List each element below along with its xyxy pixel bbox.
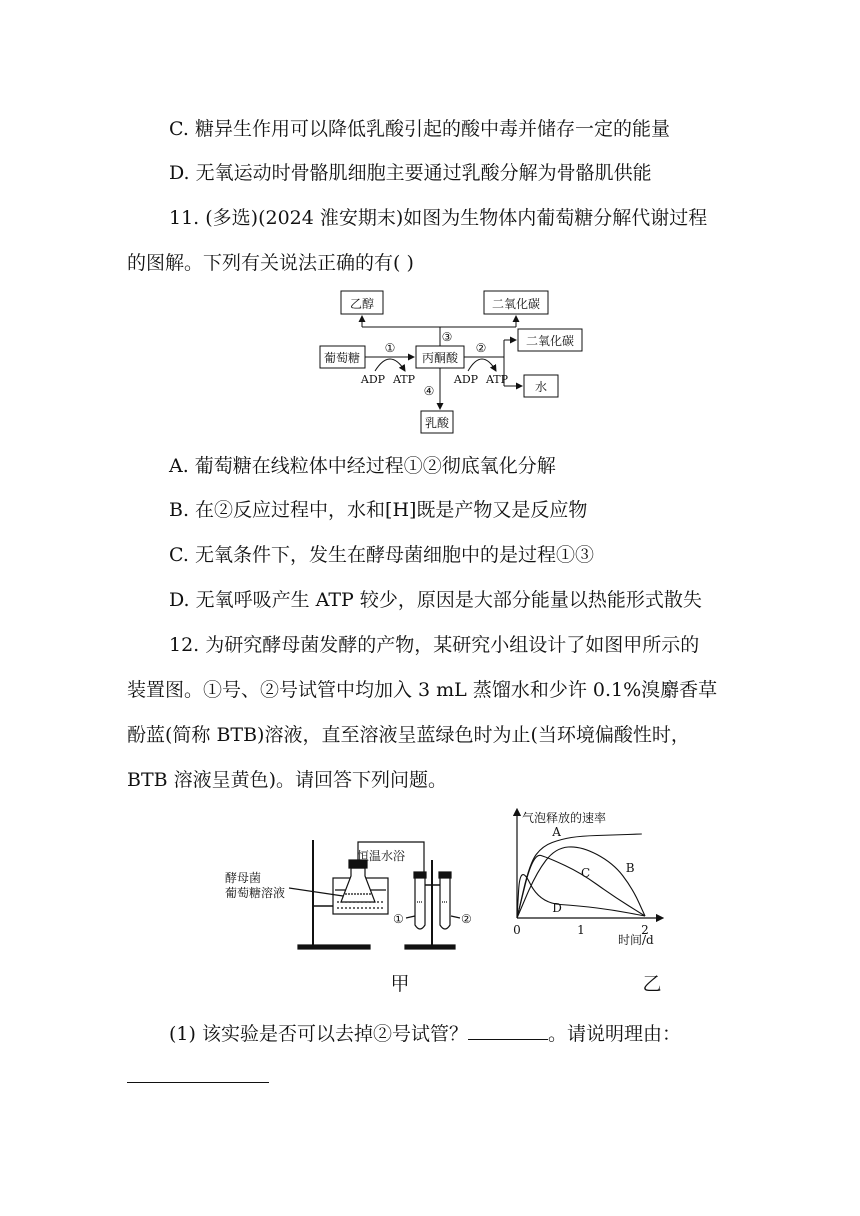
chart-xlabel: 时间/d <box>618 933 654 947</box>
x-tick-0: 0 <box>513 923 521 937</box>
option-d-q10: D. 无氧运动时骨骼肌细胞主要通过乳酸分解为骨骼肌供能 <box>169 162 652 184</box>
question-12-line-1: 12. 为研究酵母菌发酵的产物，某研究小组设计了如图甲所示的 <box>169 634 700 656</box>
sub-question-1-reason: 。请说明理由： <box>547 1023 681 1045</box>
tube-1-label: ① <box>393 912 404 926</box>
answer-blank-1[interactable] <box>468 1021 548 1040</box>
adp-label-2: ADP <box>453 373 479 386</box>
option-a-q11: A. 葡萄糖在线粒体中经过程①②彻底氧化分解 <box>169 455 556 477</box>
question-12-line-4: BTB 溶液呈黄色)。请回答下列问题。 <box>127 769 448 791</box>
step-4-label: ④ <box>423 384 435 398</box>
co2-top-label: 二氧化碳 <box>491 297 541 311</box>
left-stand-base <box>298 945 370 949</box>
question-11-line-2: 的图解。下列有关说法正确的有( ) <box>127 252 414 274</box>
answer-blank-2[interactable] <box>127 1082 269 1083</box>
atp-label-1: ATP <box>392 373 416 386</box>
water-bath-label: 恒温水浴 <box>357 849 406 863</box>
step-2-label: ② <box>475 341 487 355</box>
glucose-label: 葡萄糖 <box>323 351 361 365</box>
question-11-line-1: 11. (多选)(2024 淮安期末)如图为生物体内葡萄糖分解代谢过程 <box>169 207 708 229</box>
figure-jia-caption: 甲 <box>390 973 410 995</box>
tube-2-label: ② <box>461 912 472 926</box>
adp-label-1: ADP <box>360 373 386 386</box>
x-tick-1: 1 <box>577 923 585 937</box>
sub-question-1-text: (1) 该实验是否可以去掉②号试管？ <box>169 1023 468 1045</box>
series-label-a: A <box>552 825 561 839</box>
metabolism-diagram <box>300 285 600 440</box>
water-label: 水 <box>534 380 548 394</box>
series-line-d <box>517 875 645 918</box>
question-12-sub-1 <box>169 1021 681 1047</box>
ethanol-label: 乙醇 <box>349 297 375 311</box>
step-3-label: ③ <box>441 330 453 344</box>
pyruvate-label: 丙酮酸 <box>421 351 459 365</box>
chart-ylabel: 气泡释放的速率 <box>522 811 607 825</box>
yeast-label: 酵母菌 <box>225 871 262 885</box>
rate-chart <box>500 808 690 1000</box>
atp-label-2: ATP <box>485 373 509 386</box>
figure-yi-caption: 乙 <box>642 973 662 995</box>
x-tick-2: 2 <box>641 923 649 937</box>
option-c-q10: C. 糖异生作用可以降低乳酸引起的酸中毒并储存一定的能量 <box>169 118 670 140</box>
question-12-line-2: 装置图。①号、②号试管中均加入 3 mL 蒸馏水和少许 0.1%溴麝香草 <box>127 679 718 701</box>
apparatus-figure <box>225 830 485 1000</box>
option-b-q11: B. 在②反应过程中，水和[H]既是产物又是反应物 <box>169 499 588 521</box>
series-label-c: C <box>581 866 591 880</box>
co2-right-label: 二氧化碳 <box>525 334 575 348</box>
option-c-q11: C. 无氧条件下，发生在酵母菌细胞中的是过程①③ <box>169 544 594 566</box>
question-12-line-3: 酚蓝(简称 BTB)溶液，直至溶液呈蓝绿色时为止(当环境偏酸性时， <box>127 724 690 746</box>
right-stand-base <box>405 945 455 949</box>
step-1-label: ① <box>384 341 396 355</box>
option-d-q11: D. 无氧呼吸产生 ATP 较少，原因是大部分能量以热能形式散失 <box>169 589 702 611</box>
series-label-d: D <box>552 901 562 915</box>
glucose-solution-label: 葡萄糖溶液 <box>225 886 286 900</box>
series-label-b: B <box>625 861 635 875</box>
lactate-label: 乳酸 <box>424 416 450 430</box>
